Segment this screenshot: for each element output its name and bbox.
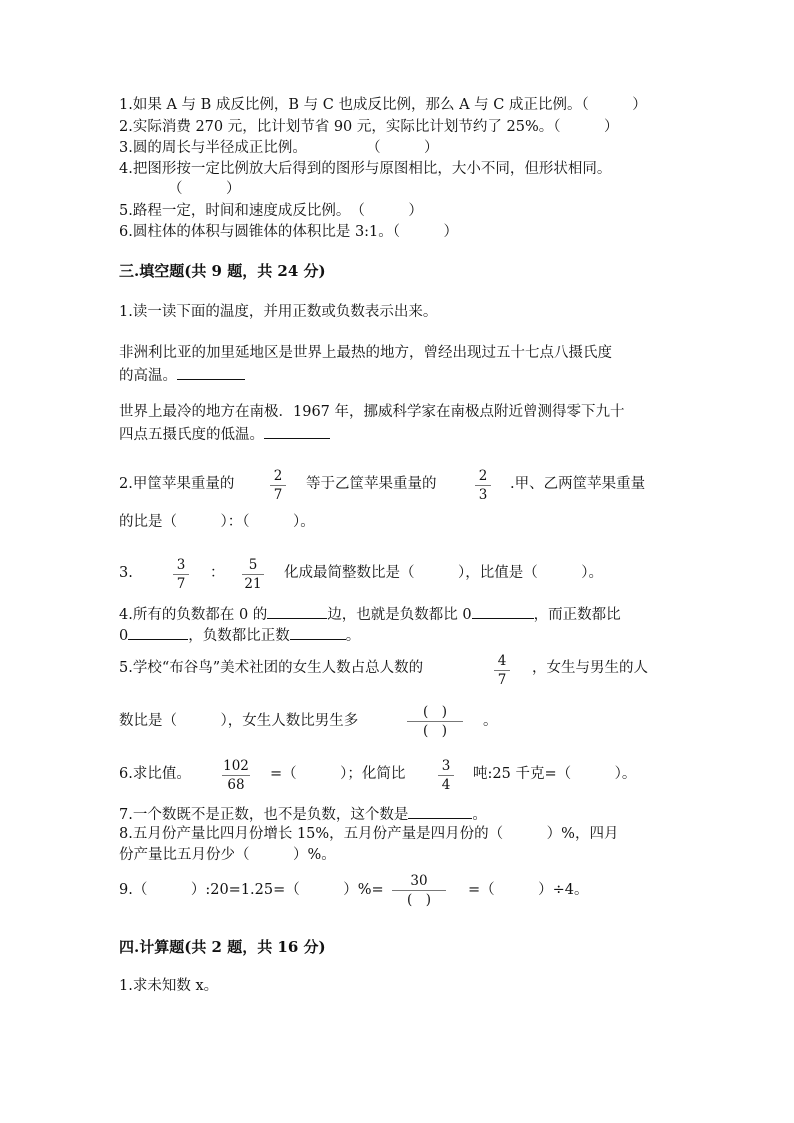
fraction-bar bbox=[222, 775, 250, 776]
fill-q7 bbox=[119, 803, 487, 825]
fill-q4-line2 bbox=[119, 624, 360, 646]
judge-q6: 6.圆柱体的体积与圆锥体的体积比是 3:1。（ ） bbox=[119, 224, 459, 240]
fill-q4-text: 。 bbox=[345, 628, 361, 644]
fraction-denominator: 7 bbox=[497, 672, 507, 688]
judge-q1: 1.如果 A 与 B 成反比例，B 与 C 也成反比例，那么 A 与 C 成正比例。（ ） bbox=[119, 97, 647, 113]
fraction bbox=[392, 873, 446, 908]
fill-q3-number: 3. bbox=[119, 565, 133, 581]
judge-q4-text: 4.把图形按一定比例放大后得到的图形与原图相比，大小不同，但形状相同。 bbox=[119, 161, 612, 177]
fill-q5-text-b: ，女生与男生的人 bbox=[532, 660, 648, 676]
fill-q1-hot-line2 bbox=[119, 364, 245, 386]
answer-blank[interactable] bbox=[177, 364, 245, 380]
fraction-numerator: 2 bbox=[273, 468, 283, 484]
fill-q4-line1 bbox=[119, 603, 621, 625]
fraction-denominator: 7 bbox=[176, 576, 186, 592]
fraction-denominator: 7 bbox=[273, 487, 283, 503]
fraction-numerator: 30 bbox=[410, 873, 428, 889]
fill-q1-cold-line1: 世界上最冷的地方在南极．1967 年，挪威科学家在南极点附近曾测得零下九十 bbox=[119, 404, 625, 420]
judge-q3 bbox=[119, 138, 439, 158]
calc-q1: 1.求未知数 x。 bbox=[119, 978, 219, 994]
fill-q8-line1: 8.五月份产量比四月份增长 15%，五月份产量是四月份的（ ）%，四月 bbox=[119, 826, 619, 842]
fraction bbox=[173, 557, 189, 592]
fill-q6-text-a: 6.求比值。 bbox=[119, 766, 191, 782]
fraction-numerator: 5 bbox=[248, 557, 258, 573]
fraction-numerator: ( ) bbox=[422, 704, 448, 720]
answer-blank[interactable] bbox=[128, 624, 188, 640]
judge-q3-text: 3.圆的周长与半径成正比例。 bbox=[119, 140, 307, 156]
fraction-denominator: 68 bbox=[227, 777, 245, 793]
fraction-numerator: 2 bbox=[478, 468, 488, 484]
fill-q1-prompt: 1.读一读下面的温度，并用正数或负数表示出来。 bbox=[119, 304, 438, 320]
fill-q4-text: ，负数都比正数 bbox=[188, 628, 290, 644]
fraction-denominator: 21 bbox=[244, 576, 262, 592]
answer-blank[interactable] bbox=[472, 603, 534, 619]
fill-q6-text-b: =（ ）；化简比 bbox=[270, 766, 406, 782]
fill-q3-colon: ： bbox=[210, 565, 225, 581]
fraction bbox=[407, 704, 463, 739]
fill-q1-cold-line2 bbox=[119, 423, 330, 445]
fraction bbox=[475, 468, 491, 503]
fill-q1-hot-line1: 非洲利比亚的加里延地区是世界上最热的地方，曾经出现过五十七点八摄氏度 bbox=[119, 345, 612, 361]
fraction-bar bbox=[438, 775, 454, 776]
fraction bbox=[242, 557, 264, 592]
fraction-numerator: 102 bbox=[223, 758, 249, 774]
fraction-bar bbox=[242, 574, 264, 575]
fraction-numerator: 3 bbox=[176, 557, 186, 573]
fraction bbox=[222, 758, 250, 793]
fill-q8-line2: 份产量比五月份少（ ）%。 bbox=[119, 847, 336, 863]
answer-blank[interactable] bbox=[264, 423, 330, 439]
fill-q9-text-b: =（ ）÷4。 bbox=[468, 882, 589, 898]
fill-q7-end: 。 bbox=[472, 807, 487, 823]
answer-blank[interactable] bbox=[267, 603, 327, 619]
fill-q5-end: 。 bbox=[483, 713, 498, 729]
fraction-bar bbox=[475, 485, 491, 486]
fraction-denominator: 4 bbox=[441, 777, 451, 793]
fill-q2-text-d: 的比是（ ）：（ ）。 bbox=[119, 514, 315, 530]
fraction-denominator: 3 bbox=[478, 487, 488, 503]
fill-q4-text: 边，也就是负数都比 0 bbox=[327, 607, 472, 623]
fraction-bar bbox=[270, 485, 286, 486]
fill-q5-text-c: 数比是（ ），女生人数比男生多 bbox=[119, 713, 359, 729]
fraction-bar bbox=[494, 670, 510, 671]
fraction-bar bbox=[392, 890, 446, 891]
fill-q1-hot-text: 的高温。 bbox=[119, 368, 177, 384]
fraction-numerator: 4 bbox=[497, 653, 507, 669]
fill-q5-text-a: 5.学校“布谷鸟”美术社团的女生人数占总人数的 bbox=[119, 660, 424, 676]
fill-q4-text: 0 bbox=[119, 628, 129, 644]
judge-q5: 5.路程一定，时间和速度成反比例。 （ ） bbox=[119, 203, 423, 219]
fill-q3-text: 化成最简整数比是（ ），比值是（ ）。 bbox=[284, 565, 603, 581]
fill-q2-text-a: 2.甲筐苹果重量的 bbox=[119, 476, 235, 492]
fill-q2-text-c: .甲、乙两筐苹果重量 bbox=[510, 476, 646, 492]
section3-heading: 三.填空题(共 9 题，共 24 分) bbox=[119, 262, 326, 280]
answer-blank[interactable] bbox=[290, 624, 346, 640]
judge-q4-bracket: （ ） bbox=[168, 181, 241, 197]
fraction-bar bbox=[407, 721, 463, 722]
fraction bbox=[494, 653, 510, 688]
judge-q3-bracket: （ ） bbox=[366, 140, 439, 156]
fill-q2-text-b: 等于乙筐苹果重量的 bbox=[306, 476, 437, 492]
fraction-denominator: ( ) bbox=[422, 723, 448, 739]
fraction-denominator: ( ) bbox=[406, 892, 432, 908]
fill-q7-text: 7.一个数既不是正数，也不是负数，这个数是 bbox=[119, 807, 409, 823]
fill-q4-text: 4.所有的负数都在 0 的 bbox=[119, 607, 268, 623]
fill-q6-text-c: 吨:25 千克=（ ）。 bbox=[473, 766, 637, 782]
fraction bbox=[270, 468, 286, 503]
fill-q4-text: ，而正数都比 bbox=[533, 607, 621, 623]
fill-q1-cold-text: 四点五摄氏度的低温。 bbox=[119, 427, 264, 443]
fill-q9-text-a: 9.（ ）:20=1.25=（ ）%= bbox=[119, 882, 384, 898]
section4-heading: 四.计算题(共 2 题，共 16 分) bbox=[119, 938, 326, 956]
fraction bbox=[438, 758, 454, 793]
judge-q2: 2.实际消费 270 元，比计划节省 90 元，实际比计划节约了 25%。（ ） bbox=[119, 119, 619, 135]
fraction-bar bbox=[173, 574, 189, 575]
answer-blank[interactable] bbox=[408, 803, 472, 819]
fraction-numerator: 3 bbox=[441, 758, 451, 774]
